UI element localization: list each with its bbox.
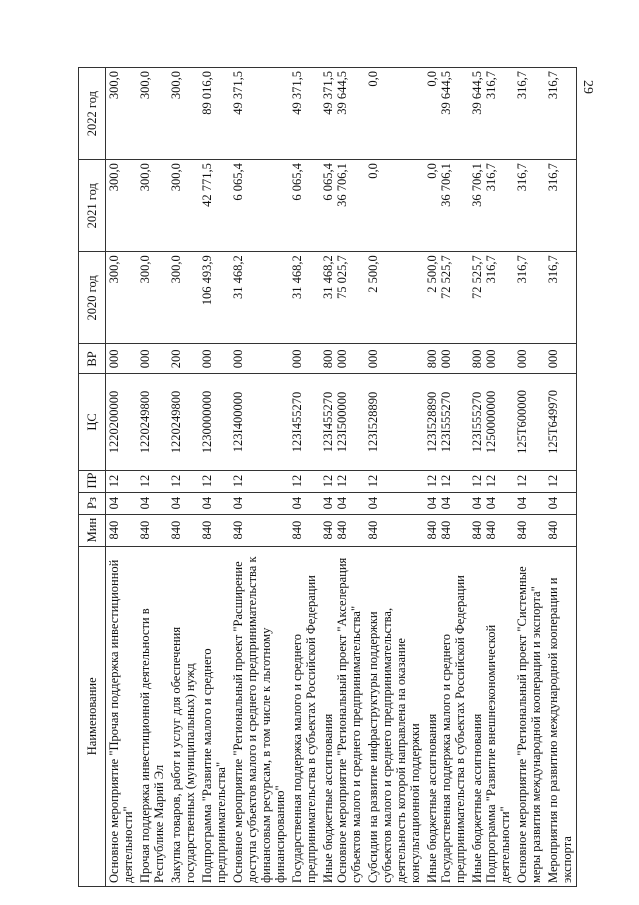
cell-pr bbox=[469, 470, 514, 492]
cell-name-line: Основное мероприятие "Прочая поддержка инвестиционной bbox=[107, 559, 121, 883]
cell-min bbox=[199, 514, 230, 546]
cell-vr bbox=[320, 344, 365, 374]
cell-vr-line: 000 bbox=[200, 349, 214, 369]
cell-min-line: 840 bbox=[169, 520, 183, 540]
cell-name-line: субъектов малого и среднего предпринимательства, bbox=[380, 607, 394, 883]
cell-min-line: 840 bbox=[321, 520, 335, 540]
cell-rz-line: 04 bbox=[366, 496, 380, 510]
cell-min-line: 840 bbox=[484, 520, 498, 540]
cell-name-line: государственных (муниципальных) нужд bbox=[183, 663, 197, 883]
cell-rz bbox=[289, 492, 320, 514]
cell-name-line: финансовым ресурсам, в том числе к льготному bbox=[259, 627, 273, 883]
cell-name-line: Мероприятия по развитию международной кооперации и bbox=[546, 577, 560, 883]
cell-2021-line: 42 771,5 bbox=[200, 163, 214, 207]
cell-2022 bbox=[469, 68, 514, 160]
cell-2021 bbox=[230, 160, 289, 252]
cell-vr bbox=[469, 344, 514, 374]
cell-pr-line: 12 bbox=[231, 474, 245, 488]
cell-2021-line: 36 706,1 bbox=[470, 163, 484, 207]
cell-min-line: 840 bbox=[366, 520, 380, 540]
cell-min-line: 840 bbox=[515, 520, 529, 540]
cell-2022-line: 0,0 bbox=[425, 71, 439, 87]
cell-2022 bbox=[289, 68, 320, 160]
cell-rz-line: 04 bbox=[439, 496, 453, 510]
cell-2021-line: 316,7 bbox=[515, 163, 529, 192]
cell-pr-line: 12 bbox=[321, 474, 335, 488]
cell-2020 bbox=[289, 252, 320, 344]
cell-vr bbox=[545, 344, 577, 374]
cell-name-line: экспорта bbox=[560, 836, 574, 883]
cell-rz-line: 04 bbox=[169, 496, 183, 510]
cell-2021 bbox=[199, 160, 230, 252]
cell-2022 bbox=[137, 68, 168, 160]
cell-2020-line: 106 493,9 bbox=[200, 255, 214, 306]
cell-cs-line: 123I528890 bbox=[366, 391, 380, 453]
cell-2021 bbox=[320, 160, 365, 252]
cell-2020 bbox=[199, 252, 230, 344]
cell-min bbox=[424, 514, 469, 546]
cell-2021-line: 6 065,4 bbox=[321, 163, 335, 201]
cell-rz-line: 04 bbox=[138, 496, 152, 510]
cell-2020-line: 72 525,7 bbox=[439, 255, 453, 300]
header-2020: 2020 год bbox=[79, 252, 106, 344]
cell-2021 bbox=[545, 160, 577, 252]
cell-pr-line: 12 bbox=[366, 474, 380, 488]
table-row bbox=[320, 68, 365, 887]
cell-vr bbox=[424, 344, 469, 374]
cell-pr bbox=[289, 470, 320, 492]
cell-2022 bbox=[320, 68, 365, 160]
cell-2021-line: 36 706,1 bbox=[335, 163, 349, 207]
cell-rz-line: 04 bbox=[470, 496, 484, 510]
cell-2022 bbox=[199, 68, 230, 160]
cell-vr bbox=[137, 344, 168, 374]
cell-cs-line: 1250000000 bbox=[484, 390, 498, 454]
cell-name-line: Государственная поддержка малого и среднего bbox=[439, 634, 453, 883]
cell-min bbox=[365, 514, 424, 546]
cell-2020-line: 300,0 bbox=[107, 255, 121, 284]
cell-vr bbox=[168, 344, 199, 374]
cell-min bbox=[320, 514, 365, 546]
cell-2021-line: 300,0 bbox=[107, 163, 121, 192]
cell-2022-line: 39 644,5 bbox=[470, 71, 484, 115]
cell-2022 bbox=[230, 68, 289, 160]
cell-name-line: деятельности" bbox=[498, 806, 512, 883]
cell-name bbox=[365, 546, 424, 886]
cell-min bbox=[168, 514, 199, 546]
cell-cs-line: 123I555270 bbox=[439, 391, 453, 453]
cell-pr bbox=[545, 470, 577, 492]
cell-rz bbox=[199, 492, 230, 514]
cell-min bbox=[289, 514, 320, 546]
cell-name-line: консультационной поддержки bbox=[408, 723, 422, 883]
header-row bbox=[79, 68, 106, 887]
cell-pr-line: 12 bbox=[138, 474, 152, 488]
cell-2021 bbox=[514, 160, 545, 252]
cell-2022-line: 89 016,0 bbox=[200, 71, 214, 115]
cell-name bbox=[137, 546, 168, 886]
cell-rz-line: 04 bbox=[107, 496, 121, 510]
table-row bbox=[424, 68, 469, 887]
header-rz: Рз bbox=[79, 492, 106, 514]
cell-2022-line: 316,7 bbox=[546, 71, 560, 100]
cell-2021-line: 300,0 bbox=[169, 163, 183, 192]
cell-2020 bbox=[106, 252, 138, 344]
cell-vr bbox=[230, 344, 289, 374]
cell-2020 bbox=[320, 252, 365, 344]
cell-2022 bbox=[168, 68, 199, 160]
cell-2020-line: 31 468,2 bbox=[290, 255, 304, 300]
cell-pr-line: 12 bbox=[546, 474, 560, 488]
cell-name-line: предпринимательства в субъектах Российской Федерации bbox=[453, 575, 467, 883]
cell-pr bbox=[424, 470, 469, 492]
cell-name bbox=[199, 546, 230, 886]
cell-2022-line: 300,0 bbox=[138, 71, 152, 100]
cell-2020 bbox=[514, 252, 545, 344]
table-row bbox=[469, 68, 514, 887]
cell-cs-line: 123I500000 bbox=[335, 391, 349, 453]
cell-name-line: деятельность которой направлена на оказание bbox=[394, 638, 408, 883]
cell-cs-line: 1220249800 bbox=[169, 390, 183, 454]
header-2021: 2021 год bbox=[79, 160, 106, 252]
cell-rz-line: 04 bbox=[335, 496, 349, 510]
cell-min-line: 840 bbox=[138, 520, 152, 540]
cell-rz bbox=[514, 492, 545, 514]
cell-min-line: 840 bbox=[107, 520, 121, 540]
cell-rz-line: 04 bbox=[321, 496, 335, 510]
cell-pr bbox=[199, 470, 230, 492]
cell-rz-line: 04 bbox=[515, 496, 529, 510]
cell-2022-line: 49 371,5 bbox=[290, 71, 304, 115]
cell-cs bbox=[106, 374, 138, 470]
cell-2022 bbox=[545, 68, 577, 160]
cell-rz-line: 04 bbox=[546, 496, 560, 510]
cell-pr-line: 12 bbox=[484, 474, 498, 488]
header-min: Мин bbox=[79, 514, 106, 546]
cell-2022 bbox=[514, 68, 545, 160]
cell-cs bbox=[424, 374, 469, 470]
table-row bbox=[289, 68, 320, 887]
cell-pr-line: 12 bbox=[515, 474, 529, 488]
cell-2022-line: 0,0 bbox=[366, 71, 380, 87]
cell-min bbox=[106, 514, 138, 546]
cell-2020-line: 300,0 bbox=[169, 255, 183, 284]
cell-2020 bbox=[168, 252, 199, 344]
cell-pr-line: 12 bbox=[470, 474, 484, 488]
cell-2022-line: 39 644,5 bbox=[439, 71, 453, 115]
cell-rz-line: 04 bbox=[200, 496, 214, 510]
cell-2021 bbox=[365, 160, 424, 252]
cell-name bbox=[424, 546, 469, 886]
cell-rz bbox=[365, 492, 424, 514]
cell-name-line: предпринимательства" bbox=[214, 761, 228, 883]
cell-pr bbox=[365, 470, 424, 492]
cell-min bbox=[137, 514, 168, 546]
cell-2021 bbox=[469, 160, 514, 252]
cell-rz bbox=[106, 492, 138, 514]
cell-name-line: Иные бюджетные ассигнования bbox=[470, 713, 484, 883]
cell-2021-line: 316,7 bbox=[484, 163, 498, 192]
cell-2022-line: 300,0 bbox=[107, 71, 121, 100]
cell-name-line: Прочая поддержка инвестиционной деятельности в bbox=[138, 608, 152, 883]
cell-rz-line: 04 bbox=[231, 496, 245, 510]
header-cs: ЦС bbox=[79, 374, 106, 470]
cell-2021-line: 0,0 bbox=[425, 163, 439, 179]
cell-name-line: Республике Марий Эл bbox=[152, 764, 166, 883]
cell-pr-line: 12 bbox=[107, 474, 121, 488]
table-row bbox=[514, 68, 545, 887]
cell-2020-line: 300,0 bbox=[138, 255, 152, 284]
cell-vr-line: 000 bbox=[439, 349, 453, 369]
cell-min bbox=[469, 514, 514, 546]
cell-2021 bbox=[106, 160, 138, 252]
cell-vr-line: 000 bbox=[484, 349, 498, 369]
cell-rz-line: 04 bbox=[484, 496, 498, 510]
cell-2021 bbox=[424, 160, 469, 252]
cell-2020-line: 72 525,7 bbox=[470, 255, 484, 300]
cell-rz-line: 04 bbox=[290, 496, 304, 510]
cell-2020-line: 31 468,2 bbox=[231, 255, 245, 300]
header-vr: ВР bbox=[79, 344, 106, 374]
cell-vr-line: 000 bbox=[335, 349, 349, 369]
cell-name-line: доступа субъектов малого и среднего предпринимательства к bbox=[245, 556, 259, 883]
cell-name-line: меры развития международной кооперации и экспорта" bbox=[529, 586, 543, 883]
cell-vr bbox=[289, 344, 320, 374]
cell-name-line: Иные бюджетные ассигнования bbox=[425, 713, 439, 883]
cell-2022 bbox=[106, 68, 138, 160]
cell-vr bbox=[514, 344, 545, 374]
cell-name-line: Субсидии на развитие инфраструктуры поддержки bbox=[366, 611, 380, 883]
cell-name-line: Основное мероприятие "Региональный проект "Расширение bbox=[231, 561, 245, 883]
cell-pr bbox=[168, 470, 199, 492]
cell-vr-line: 000 bbox=[366, 349, 380, 369]
cell-min-line: 840 bbox=[290, 520, 304, 540]
cell-vr-line: 800 bbox=[470, 349, 484, 369]
cell-2020-line: 316,7 bbox=[546, 255, 560, 284]
cell-pr bbox=[230, 470, 289, 492]
cell-cs bbox=[514, 374, 545, 470]
cell-2021 bbox=[289, 160, 320, 252]
table-row bbox=[230, 68, 289, 887]
cell-2022-line: 49 371,5 bbox=[321, 71, 335, 115]
rotated-table-container bbox=[78, 67, 608, 887]
cell-rz bbox=[137, 492, 168, 514]
cell-name-line: финансированию" bbox=[273, 785, 287, 883]
cell-min bbox=[514, 514, 545, 546]
cell-name-line: Основное мероприятие "Региональный проект "Акселерация bbox=[335, 557, 349, 883]
cell-rz bbox=[168, 492, 199, 514]
cell-2020-line: 31 468,2 bbox=[321, 255, 335, 300]
cell-2020 bbox=[230, 252, 289, 344]
cell-2020 bbox=[469, 252, 514, 344]
cell-vr-line: 000 bbox=[290, 349, 304, 369]
cell-cs-line: 1230000000 bbox=[200, 390, 214, 454]
cell-min-line: 840 bbox=[231, 520, 245, 540]
cell-rz bbox=[469, 492, 514, 514]
cell-rz bbox=[320, 492, 365, 514]
cell-min-line: 840 bbox=[335, 520, 349, 540]
cell-2020 bbox=[424, 252, 469, 344]
cell-2020-line: 2 500,0 bbox=[366, 255, 380, 293]
cell-name-line: Подпрограмма "Развитие малого и среднего bbox=[200, 648, 214, 883]
table-row bbox=[106, 68, 138, 887]
cell-min-line: 840 bbox=[425, 520, 439, 540]
cell-name bbox=[289, 546, 320, 886]
cell-cs-line: 125T649970 bbox=[546, 390, 560, 454]
table-body bbox=[106, 68, 577, 887]
cell-cs-line: 123I455270 bbox=[290, 391, 304, 453]
header-name: Наименование bbox=[79, 546, 106, 886]
cell-vr-line: 000 bbox=[138, 349, 152, 369]
cell-cs bbox=[137, 374, 168, 470]
cell-vr bbox=[106, 344, 138, 374]
cell-min-line: 840 bbox=[200, 520, 214, 540]
table-row bbox=[545, 68, 577, 887]
cell-cs bbox=[469, 374, 514, 470]
cell-cs-line: 123I528890 bbox=[425, 391, 439, 453]
cell-2021-line: 6 065,4 bbox=[290, 163, 304, 201]
cell-min bbox=[230, 514, 289, 546]
cell-name bbox=[168, 546, 199, 886]
cell-rz-line: 04 bbox=[425, 496, 439, 510]
cell-cs bbox=[545, 374, 577, 470]
cell-2021 bbox=[168, 160, 199, 252]
table-header bbox=[79, 68, 106, 887]
cell-cs-line: 1220249800 bbox=[138, 390, 152, 454]
cell-vr bbox=[199, 344, 230, 374]
header-pr: ПР bbox=[79, 470, 106, 492]
cell-2022-line: 39 644,5 bbox=[335, 71, 349, 115]
table-row bbox=[168, 68, 199, 887]
cell-name bbox=[545, 546, 577, 886]
cell-cs bbox=[365, 374, 424, 470]
cell-2021-line: 36 706,1 bbox=[439, 163, 453, 207]
cell-vr-line: 200 bbox=[169, 349, 183, 369]
cell-2022-line: 316,7 bbox=[484, 71, 498, 100]
cell-vr bbox=[365, 344, 424, 374]
cell-name-line: Государственная поддержка малого и среднего bbox=[290, 634, 304, 883]
cell-name-line: деятельности" bbox=[121, 806, 135, 883]
cell-name bbox=[320, 546, 365, 886]
cell-pr-line: 12 bbox=[425, 474, 439, 488]
cell-2020-line: 75 025,7 bbox=[335, 255, 349, 300]
cell-name-line: Подпрограмма "Развитие внешнеэкономической bbox=[484, 624, 498, 883]
cell-name-line: Основное мероприятие "Региональный проект "Системные bbox=[515, 566, 529, 883]
cell-cs-line: 123I555270 bbox=[470, 391, 484, 453]
cell-2022 bbox=[365, 68, 424, 160]
cell-2021-line: 300,0 bbox=[138, 163, 152, 192]
budget-table bbox=[78, 67, 577, 887]
cell-pr-line: 12 bbox=[290, 474, 304, 488]
cell-name bbox=[514, 546, 545, 886]
cell-2022-line: 49 371,5 bbox=[231, 71, 245, 115]
cell-name bbox=[106, 546, 138, 886]
cell-rz bbox=[424, 492, 469, 514]
header-2022: 2022 год bbox=[79, 68, 106, 160]
cell-vr-line: 800 bbox=[321, 349, 335, 369]
cell-2020 bbox=[545, 252, 577, 344]
cell-min-line: 840 bbox=[546, 520, 560, 540]
cell-2020 bbox=[137, 252, 168, 344]
cell-vr-line: 000 bbox=[546, 349, 560, 369]
cell-pr bbox=[320, 470, 365, 492]
cell-rz bbox=[230, 492, 289, 514]
page-number: 29 bbox=[580, 80, 595, 94]
cell-cs-line: 123I455270 bbox=[321, 391, 335, 453]
cell-cs-line: 1220200000 bbox=[107, 390, 121, 454]
cell-cs bbox=[289, 374, 320, 470]
cell-pr-line: 12 bbox=[200, 474, 214, 488]
cell-name-line: Закупка товаров, работ и услуг для обеспечения bbox=[169, 626, 183, 883]
cell-2020-line: 316,7 bbox=[515, 255, 529, 284]
cell-rz bbox=[545, 492, 577, 514]
cell-2021 bbox=[137, 160, 168, 252]
cell-name bbox=[230, 546, 289, 886]
cell-cs-line: 123I400000 bbox=[231, 391, 245, 453]
cell-2021-line: 6 065,4 bbox=[231, 163, 245, 201]
cell-2020-line: 2 500,0 bbox=[425, 255, 439, 293]
cell-2022 bbox=[424, 68, 469, 160]
cell-pr-line: 12 bbox=[335, 474, 349, 488]
table-row bbox=[365, 68, 424, 887]
cell-cs bbox=[230, 374, 289, 470]
cell-pr-line: 12 bbox=[169, 474, 183, 488]
table-row bbox=[137, 68, 168, 887]
cell-vr-line: 800 bbox=[425, 349, 439, 369]
cell-2021-line: 0,0 bbox=[366, 163, 380, 179]
cell-name-line: субъектов малого и среднего предпринимательства" bbox=[349, 605, 363, 883]
cell-min-line: 840 bbox=[470, 520, 484, 540]
cell-cs bbox=[320, 374, 365, 470]
cell-2020-line: 316,7 bbox=[484, 255, 498, 284]
cell-cs bbox=[168, 374, 199, 470]
cell-vr-line: 000 bbox=[107, 349, 121, 369]
cell-2020 bbox=[365, 252, 424, 344]
cell-name-line: предпринимательства в субъектах Российской Федерации bbox=[304, 575, 318, 883]
cell-min bbox=[545, 514, 577, 546]
cell-name-line: Иные бюджетные ассигнования bbox=[321, 713, 335, 883]
cell-min-line: 840 bbox=[439, 520, 453, 540]
cell-cs bbox=[199, 374, 230, 470]
table-row bbox=[199, 68, 230, 887]
cell-2022-line: 316,7 bbox=[515, 71, 529, 100]
cell-vr-line: 000 bbox=[231, 349, 245, 369]
cell-pr-line: 12 bbox=[439, 474, 453, 488]
cell-cs-line: 125T600000 bbox=[515, 390, 529, 454]
cell-pr bbox=[137, 470, 168, 492]
cell-vr-line: 000 bbox=[515, 349, 529, 369]
cell-2021-line: 316,7 bbox=[546, 163, 560, 192]
cell-name bbox=[469, 546, 514, 886]
cell-2022-line: 300,0 bbox=[169, 71, 183, 100]
cell-pr bbox=[514, 470, 545, 492]
cell-pr bbox=[106, 470, 138, 492]
